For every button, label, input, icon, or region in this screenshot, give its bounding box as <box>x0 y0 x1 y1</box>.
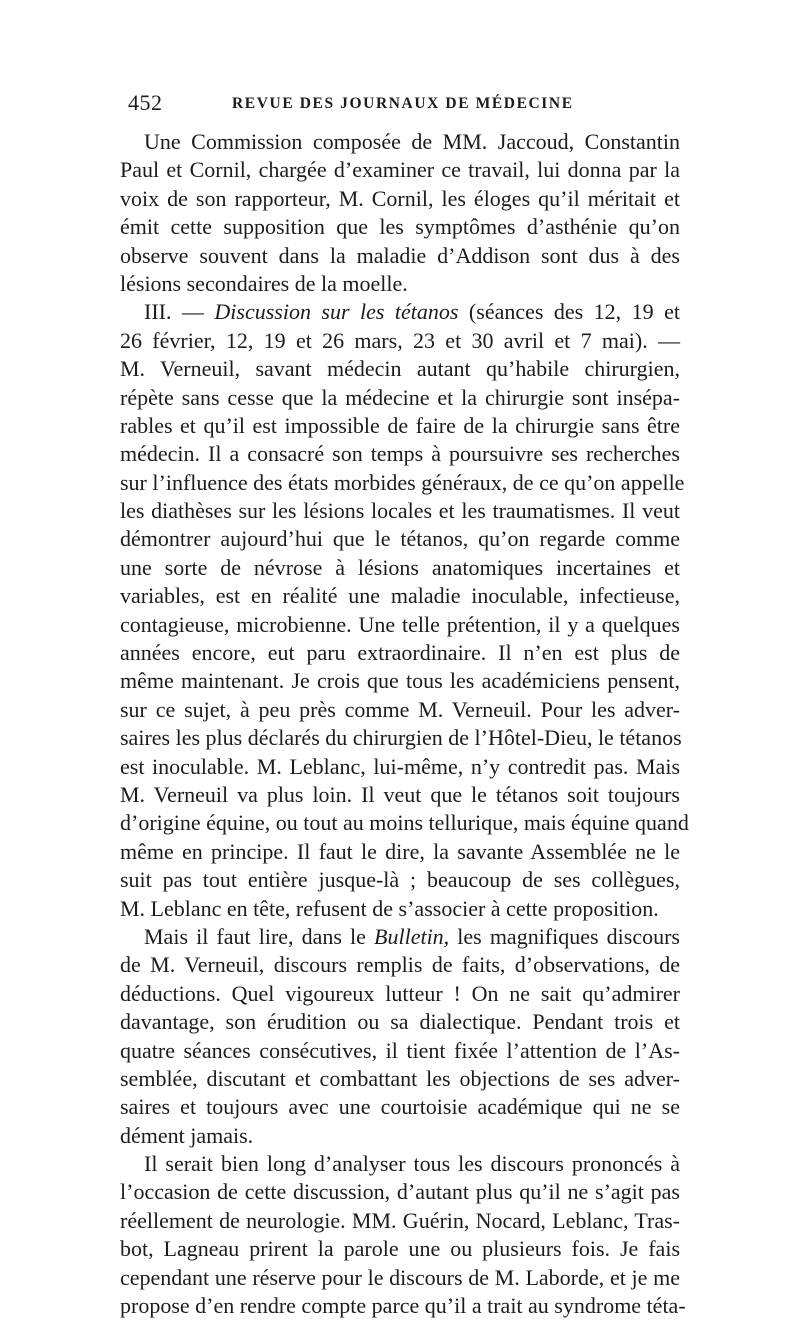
line-text: les diathèses sur les lésions locales et les traumatismes. Il veut <box>120 498 680 524</box>
text-line <box>120 525 680 553</box>
line-text: M. Verneuil, savant médecin autant qu’habile chirurgien, <box>120 356 680 382</box>
line-text: l’occasion de cette discussion, d’autant plus qu’il ne s’agit pas <box>120 1179 680 1205</box>
line-text: même en principe. Il faut le dire, la savante Assemblée ne le <box>120 838 680 864</box>
line-text: davantage, son érudition ou sa dialectique. Pendant trois et <box>120 1009 680 1035</box>
line-text: observe souvent dans la maladie d’Addison sont dus à des <box>120 242 680 268</box>
line-text: bot, Lagneau prirent la parole une ou plusieurs fois. Je fais <box>120 1236 680 1262</box>
page-number: 452 <box>128 90 163 115</box>
text-line <box>120 469 685 497</box>
text-line <box>120 838 680 866</box>
line-text: rables et qu’il est impossible de faire de la chirurgie sans être <box>120 412 680 438</box>
line-text: propose d’en rendre compte parce qu’il a trait au syndrome téta- <box>120 1293 686 1319</box>
italic-text: Discussion sur les tétanos <box>214 299 459 325</box>
text-line <box>120 128 680 156</box>
body-text <box>120 128 689 1320</box>
line-text: cependant une réserve pour le discours de M. Laborde, et je me <box>120 1264 680 1290</box>
text-line <box>120 639 680 667</box>
text-line <box>120 923 680 951</box>
line-text: Mais il faut lire, dans le <box>144 923 375 949</box>
text-line <box>120 1235 680 1263</box>
text-line <box>120 440 680 468</box>
text-line <box>120 1150 680 1178</box>
text-line <box>120 242 680 270</box>
italic-text: Bulletin, <box>374 923 450 949</box>
line-text: médecin. Il a consacré son temps à poursuivre ses recherches <box>120 441 680 467</box>
line-text: variables, est en réalité une maladie inoculable, infectieuse, <box>120 583 680 609</box>
text-line <box>120 384 680 412</box>
text-line <box>120 1093 680 1121</box>
line-text: même maintenant. Je crois que tous les académiciens pensent, <box>120 668 680 694</box>
line-text: une sorte de névrose à lésions anatomiques incertaines et <box>120 554 680 580</box>
text-line <box>120 809 689 837</box>
text-line <box>120 866 680 894</box>
text-line <box>120 611 680 639</box>
line-text: d’origine équine, ou tout au moins tellurique, mais équine quand <box>120 810 689 836</box>
text-line <box>120 213 680 241</box>
line-text: suit pas tout entière jusque-là ; beaucoup de ses collègues, <box>120 867 680 893</box>
line-text: Paul et Cornil, chargée d’examiner ce travail, lui donna par la <box>120 157 680 183</box>
line-text: déductions. Quel vigoureux lutteur ! On ne sait qu’admirer <box>120 980 680 1006</box>
text-line <box>120 1207 680 1235</box>
line-text: Une Commission composée de MM. Jaccoud, Constantin <box>144 129 680 154</box>
line-text: sur l’influence des états morbides généraux, de ce qu’on appelle <box>120 469 685 495</box>
text-line <box>120 412 680 440</box>
line-text: sur ce sujet, à peu près comme M. Verneuil. Pour les adver- <box>120 696 680 722</box>
text-line <box>120 497 680 525</box>
line-text: saires les plus déclarés du chirurgien de l’Hôtel-Dieu, le tétanos <box>120 725 682 751</box>
line-text: semblée, discutant et combattant les objections de ses adver- <box>120 1065 680 1091</box>
text-line <box>120 696 680 724</box>
line-text: 26 février, 12, 19 et 26 mars, 23 et 30 avril et 7 mai). — <box>120 327 680 353</box>
text-line <box>120 1178 680 1206</box>
line-text: saires et toujours avec une courtoisie académique qui ne se <box>120 1094 680 1120</box>
line-text: de M. Verneuil, discours remplis de faits, d’observations, de <box>120 952 680 978</box>
line-text: les magnifiques discours <box>449 923 680 949</box>
text-line <box>120 753 680 781</box>
line-text: M. Leblanc en tête, refusent de s’associer à cette proposition. <box>120 895 659 921</box>
line-text: Il serait bien long d’analyser tous les discours prononcés à <box>144 1151 680 1177</box>
line-text: III. — <box>144 299 215 325</box>
text-line <box>120 667 680 695</box>
text-line <box>120 951 680 979</box>
line-text: dément jamais. <box>120 1122 254 1148</box>
text-line <box>120 1008 680 1036</box>
text-line <box>120 156 680 184</box>
line-text: émit cette supposition que les symptômes d’asthénie qu’on <box>120 214 680 240</box>
line-text: années encore, eut paru extraordinaire. Il n’en est plus de <box>120 640 680 666</box>
text-line <box>120 1122 680 1150</box>
text-line <box>120 724 680 752</box>
text-line <box>120 1264 680 1292</box>
line-text: M. Verneuil va plus loin. Il veut que le tétanos soit toujours <box>120 781 680 807</box>
text-line <box>120 895 680 923</box>
line-text: est inoculable. M. Leblanc, lui-même, n’y contredit pas. Mais <box>120 753 680 779</box>
text-line <box>120 582 680 610</box>
text-line <box>120 1292 686 1320</box>
text-line <box>120 980 680 1008</box>
running-head <box>128 90 680 116</box>
text-line <box>120 1037 680 1065</box>
text-line <box>120 327 680 355</box>
text-line <box>120 355 680 383</box>
line-text: voix de son rapporteur, M. Cornil, les éloges qu’il méritait et <box>120 185 680 211</box>
line-text: contagieuse, microbienne. Une telle prétention, il y a quelques <box>120 611 680 637</box>
line-text: répète sans cesse que la médecine et la chirurgie sont insépa- <box>120 384 680 410</box>
text-line <box>120 298 680 326</box>
text-line <box>120 781 680 809</box>
text-line <box>120 270 680 298</box>
text-line <box>120 554 680 582</box>
line-text: réellement de neurologie. MM. Guérin, Nocard, Leblanc, Tras- <box>120 1207 680 1233</box>
running-title: REVUE DES JOURNAUX DE MÉDECINE <box>232 95 574 112</box>
line-text: (séances des 12, 19 et <box>458 299 680 325</box>
line-text: démontrer aujourd’hui que le tétanos, qu’on regarde comme <box>120 526 680 552</box>
text-line <box>120 1065 680 1093</box>
text-line <box>120 185 680 213</box>
line-text: lésions secondaires de la moelle. <box>120 270 408 296</box>
line-text: quatre séances consécutives, il tient fixée l’attention de l’As- <box>120 1037 680 1063</box>
